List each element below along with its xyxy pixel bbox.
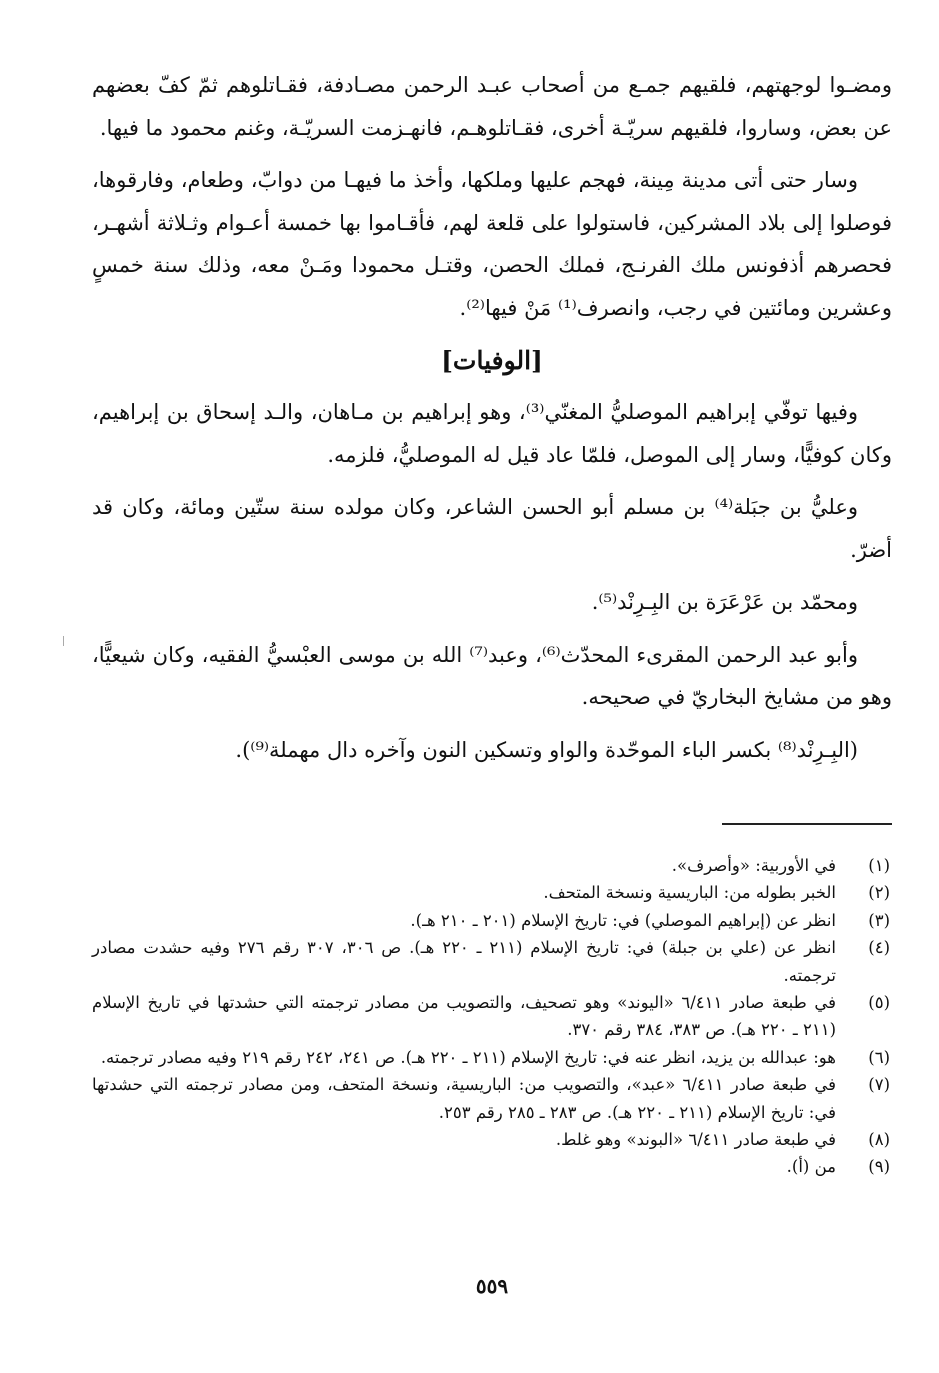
footnote — [92, 934, 892, 989]
footnote-text: في الأوربية: «وأصرف». — [671, 856, 836, 875]
footnote-number: (٣) — [868, 910, 890, 930]
footnote-separator — [722, 823, 892, 825]
footnote-number: (١) — [868, 856, 890, 875]
body-paragraph: وأبو عبد الرحمن المقرىء المحدّث⁽⁶⁾، وعبد⁽⁷⁾ الله بن موسى العبْسيُّ الفقيه، وكان شيعيًّا، وهو من مشايخ البخاريّ في صحيحه. — [92, 642, 892, 709]
footnote-number: (٦) — [868, 1047, 890, 1067]
footnote-number: (٩) — [868, 1157, 890, 1177]
section-heading: [الوفيات] — [441, 346, 543, 375]
body-paragraph: ومحمّد بن عَرْعَرَة بن البِـرِنْد⁽⁵⁾. — [591, 590, 858, 614]
footnote-text: في طبعة صادر ٦/٤١١ «البوند» وهو غلط. — [555, 1130, 836, 1150]
footnote-number: (٥) — [868, 993, 890, 1013]
body-paragraph: ومضـوا لوجهتهم، فلقيهم جمـع من أصحاب عبـد الرحمن مصـادفة، فقـاتلوهم ثمّ كفّ بعضهم عن بعض، وساروا، فلقيهم سريّـة أخرى، فقـاتلوهـم، فانهـزمت السريّـة، وغنم محمود ما فيها. — [92, 73, 892, 140]
footnote-number: (٢) — [868, 883, 890, 903]
footnote — [92, 1044, 892, 1071]
footnote — [92, 879, 892, 906]
margin-mark — [63, 636, 64, 646]
footnote-text: في طبعة صادر ٦/٤١١ «اليوند» وهو تصحيف، والتصويب من مصادر ترجمته التي حشدتها في تاريخ الإسلام (٢١١ ـ ٢٢٠ هـ). ص ٣٨٣، ٣٨٤ رقم ٣٧٠. — [92, 993, 836, 1040]
body-paragraph: وعليُّ بن جبَلة⁽⁴⁾ بن مسلم أبو الحسن الشاعر، وكان مولده سنة ستّين ومائة، وكان قد أضرّ. — [92, 495, 892, 562]
footnote-text: هو: عبدالله بن يزيد، انظر عنه في: تاريخ الإسلام (٢١١ ـ ٢٢٠ هـ). ص ٢٤١، ٢٤٢ رقم ٢١٩ وفيه مصادر ترجمته. — [100, 1047, 836, 1067]
body-paragraph: وسار حتى أتى مدينة مِينة، فهجم عليها وملكها، وأخذ ما فيهـا من دوابّ، وطعام، وفارقوها، فوصلوا إلى بلاد المشركين، فاستولوا على قلعة لهم، فأقـاموا بها خمسة أعـوام وثـلاثة أشهـر، فحصرهم أذفونس ملك الفرنـج، فملك الحصن، وقتـل محمودا ومَـنْ معه، وذلك سنة خمسٍ وعشرين ومائتين في رجب، وانصرف⁽¹⁾ مَنْ فيها⁽²⁾. — [92, 168, 892, 320]
footnotes — [92, 852, 892, 1181]
footnote — [92, 1126, 892, 1153]
footnote-text: في طبعة صادر ٦/٤١١ «عبد»، والتصويب من: الباريسية، ونسخة المتحف، ومن مصادر ترجمته التي حشدتها في: تاريخ الإسلام (٢١١ ـ ٢٢٠ هـ). ص ٢٨٣ ـ ٢٨٥ رقم ٢٥٣. — [92, 1075, 836, 1122]
body-paragraph: (البِـرِنْد⁽⁸⁾ بكسر الباء الموحّدة والواو وتسكين النون وآخره دال مهملة⁽⁹⁾). — [235, 737, 858, 762]
footnote-text: انظر عن (إبراهيم الموصلي) في: تاريخ الإسلام (٢٠١ ـ ٢١٠ هـ). — [410, 910, 836, 930]
footnote — [92, 1153, 892, 1180]
footnote-text: انظر عن (علي بن جبلة) في: تاريخ الإسلام (٢١١ ـ ٢٢٠ هـ). ص ٣٠٦، ٣٠٧ رقم ٢٧٦ وفيه حشدت مصادر ترجمته. — [92, 938, 837, 985]
footnote — [92, 852, 892, 879]
body-paragraph: وفيها توفّي إبراهيم الموصليُّ المغنّي⁽³⁾، وهو إبراهيم بن مـاهان، والـد إسحاق بن إبراهيم، وكان كوفيًّا، وسار إلى الموصل، فلمّا عاد قيل له الموصليُّ، فلزمه. — [92, 400, 892, 467]
footnote-text: الخبر بطوله من: الباريسية ونسخة المتحف. — [543, 883, 836, 903]
footnote-number: (٤) — [868, 938, 890, 958]
footnote — [92, 907, 892, 934]
footnote-number: (٨) — [868, 1130, 890, 1150]
footnote-number: (٧) — [868, 1075, 890, 1095]
footnote — [92, 1071, 892, 1126]
footnote-text: من (أ). — [786, 1157, 836, 1177]
page-content — [92, 64, 892, 1298]
footnote — [92, 989, 892, 1044]
page-number: ٥٥٩ — [475, 1274, 509, 1298]
